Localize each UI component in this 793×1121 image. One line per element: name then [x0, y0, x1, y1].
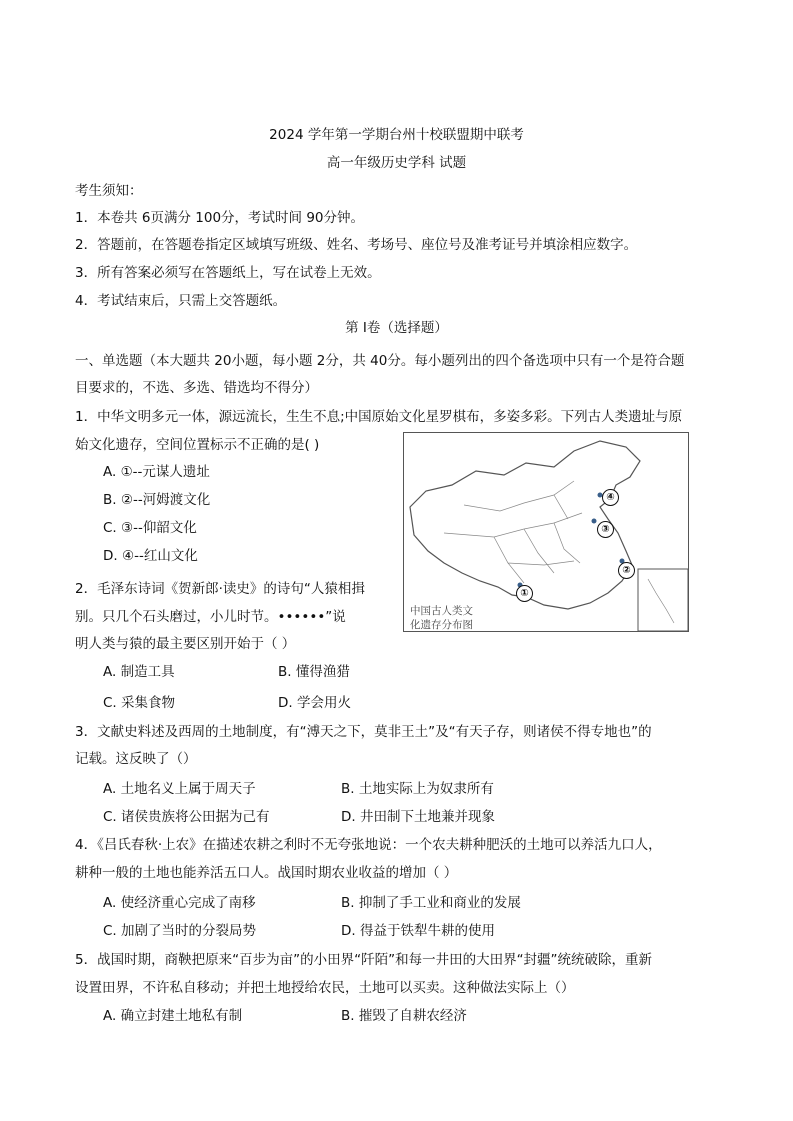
part-title: 第 I卷（选择题）: [345, 320, 448, 336]
marker-4: ④: [602, 489, 619, 506]
question-1-option-b: B. ②--河姆渡文化: [103, 492, 211, 508]
map-caption-cont: 化遗存分布图: [410, 619, 473, 631]
instruction-item: 3．所有答案必须写在答题纸上，写在试卷上无效。: [75, 265, 381, 281]
china-map-drawing: [404, 433, 688, 631]
question-3-text: 记载。这反映了（）: [75, 751, 197, 767]
question-3-option-a: A. 土地名义上属于周天子: [103, 781, 256, 797]
question-1-text: 始文化遗存，空间位置标示不正确的是( ): [75, 437, 320, 453]
question-5-text: 设置田界，不许私自移动；并把土地授给农民，土地可以买卖。这种做法实际上（）: [75, 980, 575, 996]
question-1-option-c: C. ③--仰韶文化: [103, 520, 197, 536]
question-4-text: 耕种一般的土地也能养活五口人。战国时期农业收益的增加（ ）: [75, 865, 458, 881]
question-1-text: 1．中华文明多元一体，源远流长，生生不息;中国原始文化星罗棋布，多姿多彩。下列古人类遗址与原: [75, 409, 683, 425]
question-2-option-b: B. 懂得渔猎: [278, 664, 350, 680]
map-caption: 中国古人类文: [410, 605, 473, 617]
question-3-option-b: B. 土地实际上为奴隶所有: [341, 781, 494, 797]
question-3-option-c: C. 诸侯贵族将公田据为己有: [103, 809, 270, 825]
instruction-item: 4．考试结束后，只需上交答题纸。: [75, 293, 287, 309]
section-heading: 一、单选题（本大题共 20小题，每小题 2分，共 40分。每小题列出的四个备选项中只有一个是符合题: [75, 353, 685, 369]
marker-3: ③: [597, 521, 614, 538]
instruction-item: 2．答题前，在答题卷指定区域填写班级、姓名、考场号、座位号及准考证号并填涂相应数字。: [75, 237, 638, 253]
question-2-option-c: C. 采集食物: [103, 695, 176, 711]
question-5-text: 5．战国时期，商鞅把原来“百步为亩”的小田界“阡陌”和每一井田的大田界“封疆”统统破除，重新: [75, 952, 653, 968]
exam-subtitle: 高一年级历史学科 试题: [326, 155, 467, 171]
question-5-option-b: B. 摧毁了自耕农经济: [341, 1008, 467, 1024]
question-4-text: 4．《吕氏春秋·上农》在描述农耕之利时不无夸张地说：一个农夫耕种肥沃的土地可以养活九口人，: [75, 837, 662, 853]
marker-2: ②: [618, 562, 635, 579]
site-dot-3: [592, 519, 597, 524]
question-2-text: 明人类与猿的最主要区别开始于（ ）: [75, 636, 296, 652]
question-3-option-d: D. 井田制下土地兼并现象: [341, 809, 495, 825]
instruction-item: 1．本卷共 6页满分 100分，考试时间 90分钟。: [75, 210, 364, 226]
instructions-heading: 考生须知：: [75, 183, 143, 199]
section-heading-cont: 目要求的，不选、多选、错选均不得分）: [75, 380, 318, 396]
south-china-sea-inset: [638, 569, 688, 631]
question-4-option-d: D. 得益于铁犁牛耕的使用: [341, 923, 495, 939]
question-2-option-a: A. 制造工具: [103, 664, 175, 680]
china-map-figure: [403, 432, 689, 632]
question-1-option-d: D. ④--红山文化: [103, 548, 198, 564]
marker-1: ①: [516, 585, 533, 602]
question-4-option-a: A. 使经济重心完成了南移: [103, 895, 256, 911]
province-lines: [444, 481, 582, 583]
question-1-option-a: A. ①--元谋人遗址: [103, 464, 210, 480]
question-4-option-b: B. 抑制了手工业和商业的发展: [341, 895, 521, 911]
question-5-option-a: A. 确立封建土地私有制: [103, 1008, 243, 1024]
question-2-text: 2．毛泽东诗词《贺新郎·读史》的诗句“人猿相揖: [75, 581, 365, 597]
question-2-text: 别。只几个石头磨过，小儿时节。••••••”说: [75, 609, 346, 625]
question-2-option-d: D. 学会用火: [278, 695, 351, 711]
exam-title: 2024 学年第一学期台州十校联盟期中联考: [269, 127, 524, 143]
question-4-option-c: C. 加剧了当时的分裂局势: [103, 923, 257, 939]
question-3-text: 3．文献史料述及西周的土地制度，有“溥天之下，莫非王土”及“有天子存，则诸侯不得专地也”的: [75, 724, 652, 740]
